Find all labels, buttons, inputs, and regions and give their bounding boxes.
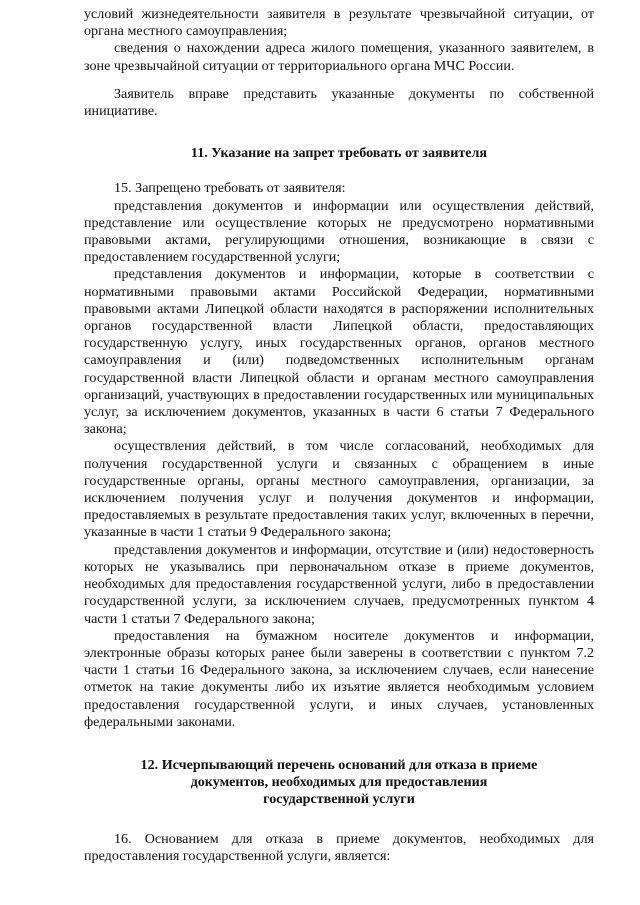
section-11-paragraph-2: представления документов и информации или осуществления действий, представление или осуществление которых не предусмотрено нормативными правовыми актами, регулирующими отношения, возникающие в связи с предоставлением государственной услуги; [84, 197, 594, 266]
section-11-paragraph-3: представления документов и информации, которые в соответствии с нормативными правовыми актами Российской Федерации, нормативными правовыми актами Липецкой области находятся в распоряжении исполнительных органов государственной власти Липецкой области, предоставляющих государственную услугу, иных государственных органов, органов местного самоуправления и (или) подведомственных исполнительным органам государственной власти Липецкой области и органам местного самоуправления организаций, участвующих в предоставлении государственных или муниципальных услуг, за исключением документов, указанных в части 6 статьи 7 Федерального закона; [84, 266, 594, 438]
section-12-heading [84, 757, 594, 809]
section-12-heading-line-3: государственной услуги [263, 791, 415, 808]
section-11-heading: 11. Указание на запрет требовать от заявителя [190, 145, 488, 162]
document-page [84, 6, 594, 865]
section-11-paragraph-1: 15. Запрещено требовать от заявителя: [114, 180, 346, 197]
section-11-paragraph-6: предоставления на бумажном носителе документов и информации, электронные образы которых ранее были заверены в соответствии с пунктом 7.2 части 1 статьи 16 Федерального закона, за исключением случаев, если нанесение отметок на такие документы либо их изъятие является необходимым условием предоставления государственной услуги, и иных случаев, установленных федеральными законами. [84, 627, 594, 730]
section-11-paragraph-5: представления документов и информации, отсутствие и (или) недостоверность которых не указывались при первоначальном отказе в приеме документов, необходимых для предоставления государственной услуги, либо в предоставлении государственной услуги, за исключением случаев, предусмотренных пунктом 4 части 1 статьи 7 Федерального закона; [84, 541, 594, 627]
paragraph-top-1: условий жизнедеятельности заявителя в результате чрезвычайной ситуации, от органа местного самоуправления; [84, 6, 594, 40]
paragraph-top-2: сведения о нахождении адреса жилого помещения, указанного заявителем, в зоне чрезвычайной ситуации от территориального органа МЧС России. [84, 40, 594, 74]
section-12-heading-line-1: 12. Исчерпывающий перечень оснований для отказа в приеме [140, 756, 538, 773]
section-12-heading-line-2: документов, необходимых для предоставления [190, 774, 488, 791]
paragraph-top-3: Заявитель вправе представить указанные документы по собственной инициативе. [84, 85, 594, 120]
section-11-paragraph-4: осуществления действий, в том числе согласований, необходимых для получения государственной услуги и связанных с обращением в иные государственные органы, органы местного самоуправления, организации, за исключением получения услуг и получения документов и информации, предоставляемых в результате предоставления таких услуг, включенных в перечни, указанные в части 1 статьи 9 Федерального закона; [84, 438, 594, 541]
section-12-paragraph-1: 16. Основанием для отказа в приеме документов, необходимых для предоставления государственной услуги, является: [84, 830, 594, 864]
